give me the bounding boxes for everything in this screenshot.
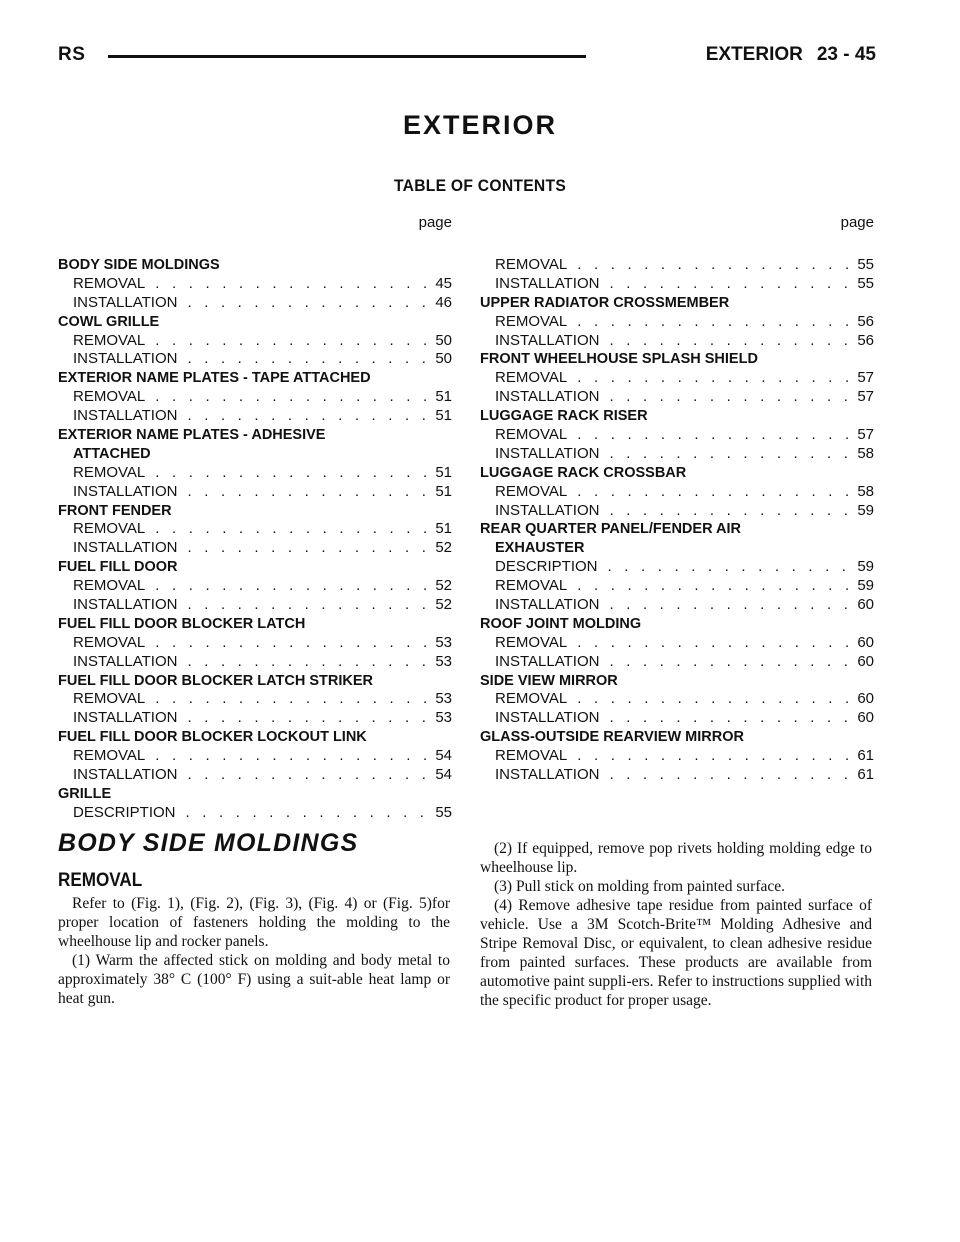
toc-entry-label: INSTALLATION (495, 331, 600, 349)
toc-entry (58, 577, 452, 596)
toc-entry (58, 804, 452, 823)
toc-entry-page: 57 (857, 369, 874, 387)
toc-column-left (58, 214, 452, 823)
toc-entry-label: REMOVAL (495, 690, 568, 708)
toc-entry (480, 558, 874, 577)
toc-leader-dots (609, 596, 853, 615)
page-header (58, 44, 876, 74)
toc-entry-label: INSTALLATION (495, 444, 600, 462)
toc-entry (58, 332, 452, 351)
toc-entry-label: REMOVAL (73, 690, 146, 708)
body-paragraph: (4) Remove adhesive tape residue from painted surface of vehicle. Use a 3M Scotch-Brite™ Molding Adhesive and Stripe Removal Disc, or equivalent, to clean adhesive residue from painted surfaces. These products are available from automotive paint suppli-ers. Refer to instructions supplied with the specific product for proper usage. (480, 897, 872, 1009)
toc-entry (58, 596, 452, 615)
toc-entry (58, 483, 452, 502)
toc-entry (58, 634, 452, 653)
toc-leader-dots (155, 520, 431, 539)
toc-entry (58, 294, 452, 313)
body-paragraph: (1) Warm the affected stick on molding and body metal to approximately 38° C (100° F) using a suit-able heat lamp or heat gun. (58, 952, 450, 1007)
toc-entry-label: INSTALLATION (495, 766, 600, 784)
toc-section-heading: LUGGAGE RACK RISER (480, 408, 648, 425)
header-section-name: EXTERIOR (705, 44, 803, 65)
toc-entry-page: 45 (435, 274, 452, 292)
toc-leader-dots (155, 275, 431, 294)
toc-entry (58, 350, 452, 369)
toc-entry-label: INSTALLATION (495, 652, 600, 670)
toc-leader-dots (609, 275, 853, 294)
toc-leader-dots (577, 313, 853, 332)
toc-section-heading: FUEL FILL DOOR (58, 559, 178, 576)
toc-section-heading: FRONT FENDER (58, 502, 172, 519)
body-paragraph: (2) If equipped, remove pop rivets holding molding edge to wheelhouse lip. (480, 840, 872, 876)
toc-entry (58, 539, 452, 558)
toc-leader-dots (609, 653, 853, 672)
toc-leader-dots (187, 483, 431, 502)
toc-section-heading: GRILLE (58, 785, 112, 802)
toc-section-heading: BODY SIDE MOLDINGS (58, 257, 220, 273)
toc-section-heading-continued: ATTACHED (73, 445, 151, 462)
toc-entry (58, 653, 452, 672)
toc-entry (480, 502, 874, 521)
header-page-number: 23 - 45 (816, 44, 876, 65)
toc-entry-page: 60 (857, 690, 874, 708)
toc-leader-dots (609, 502, 853, 521)
toc-entry-label: INSTALLATION (73, 709, 178, 727)
toc-entry-label: REMOVAL (73, 388, 146, 406)
toc-entry-label: INSTALLATION (73, 293, 178, 311)
toc-entry-label: REMOVAL (73, 463, 146, 481)
toc-entry-label: INSTALLATION (495, 596, 600, 614)
toc-entry-page: 56 (857, 331, 874, 349)
toc-entry-page: 60 (857, 633, 874, 651)
toc-section-heading: FUEL FILL DOOR BLOCKER LOCKOUT LINK (58, 729, 367, 746)
toc-entry-label: REMOVAL (73, 633, 146, 651)
toc-entry-label: DESCRIPTION (495, 558, 598, 576)
toc-leader-dots (609, 709, 853, 728)
toc-section-heading: SIDE VIEW MIRROR (480, 672, 618, 689)
toc-title: TABLE OF CONTENTS (393, 176, 567, 195)
toc-section-heading: FUEL FILL DOOR BLOCKER LATCH (58, 615, 306, 632)
toc-entry-label: REMOVAL (495, 369, 568, 387)
toc-entry-page: 55 (435, 803, 452, 821)
toc-section-heading: UPPER RADIATOR CROSSMEMBER (480, 294, 730, 311)
toc-entry-label: INSTALLATION (73, 766, 178, 784)
toc-entry-label: REMOVAL (73, 274, 146, 292)
toc-section-heading: LUGGAGE RACK CROSSBAR (480, 464, 687, 481)
toc-leader-dots (155, 464, 431, 483)
toc-entry-page: 53 (435, 690, 452, 708)
toc-entry (480, 747, 874, 766)
toc-entry-page: 59 (857, 577, 874, 595)
toc-leader-dots (187, 653, 431, 672)
toc-leader-dots (187, 294, 431, 313)
toc-section-heading: EXTERIOR NAME PLATES - ADHESIVE (58, 427, 326, 444)
toc-entry-page: 59 (857, 558, 874, 576)
toc-leader-dots (577, 577, 853, 596)
toc-entry (480, 332, 874, 351)
toc-entry-page: 53 (435, 709, 452, 727)
toc-leader-dots (577, 747, 853, 766)
page-title: EXTERIOR (402, 110, 558, 140)
toc-entry-page: 60 (857, 652, 874, 670)
toc-entry-page: 58 (857, 444, 874, 462)
toc-leader-dots (577, 634, 853, 653)
toc-leader-dots (187, 539, 431, 558)
toc-entry-page: 54 (435, 747, 452, 765)
toc-entry (480, 653, 874, 672)
toc-entry (480, 766, 874, 785)
toc-entry-page: 51 (435, 520, 452, 538)
toc-entry-page: 55 (857, 256, 874, 273)
toc-leader-dots (609, 445, 853, 464)
toc-leader-dots (155, 577, 431, 596)
toc-section-heading: REAR QUARTER PANEL/FENDER AIR (480, 521, 742, 538)
toc-leader-dots (155, 690, 431, 709)
toc-entry-page: 52 (435, 577, 452, 595)
toc-entry (480, 313, 874, 332)
toc-entry (58, 747, 452, 766)
toc-section-heading-continued: EXHAUSTER (495, 540, 585, 557)
toc-leader-dots (609, 766, 853, 785)
toc-entry-page: 56 (857, 312, 874, 330)
toc-entry-page: 61 (857, 766, 874, 784)
toc-entry-page: 50 (435, 350, 452, 368)
toc-entry (480, 634, 874, 653)
toc-entry-page: 51 (435, 388, 452, 406)
toc-leader-dots (187, 350, 431, 369)
toc-entry-page: 61 (857, 747, 874, 765)
toc-entry-label: REMOVAL (73, 331, 146, 349)
toc-leader-dots (609, 388, 853, 407)
toc-entry-label: REMOVAL (495, 256, 568, 273)
subsection-title: REMOVAL (58, 870, 143, 891)
toc-leader-dots (577, 690, 853, 709)
toc-leader-dots (609, 332, 853, 351)
toc-entry (480, 690, 874, 709)
toc-entry-label: REMOVAL (73, 747, 146, 765)
toc-leader-dots (187, 596, 431, 615)
toc-entry-page: 51 (435, 482, 452, 500)
toc-entry-label: INSTALLATION (73, 407, 178, 425)
toc-leader-dots (577, 369, 853, 388)
toc-entry-page: 55 (857, 274, 874, 292)
toc-entry (58, 388, 452, 407)
toc-entry (58, 464, 452, 483)
toc-entry-label: INSTALLATION (495, 501, 600, 519)
toc-entry (58, 275, 452, 294)
body-column-left (58, 829, 450, 1008)
toc-column-right (480, 214, 874, 785)
toc-entry-label: DESCRIPTION (73, 803, 176, 821)
toc-entry-label: REMOVAL (73, 520, 146, 538)
toc-entry-label: INSTALLATION (73, 482, 178, 500)
toc-entry-page: 54 (435, 766, 452, 784)
toc-entry (58, 520, 452, 539)
toc-entry-label: INSTALLATION (495, 709, 600, 727)
toc-entry-page: 58 (857, 482, 874, 500)
toc-entry-page: 50 (435, 331, 452, 349)
toc-section-heading: GLASS-OUTSIDE REARVIEW MIRROR (480, 729, 744, 746)
toc-entry (480, 483, 874, 502)
toc-section-heading: FUEL FILL DOOR BLOCKER LATCH STRIKER (58, 672, 373, 689)
toc-entry-page: 57 (857, 388, 874, 406)
header-rule (108, 55, 586, 58)
toc-entry (58, 407, 452, 426)
toc-entry-page: 52 (435, 596, 452, 614)
toc-entry-page: 53 (435, 633, 452, 651)
toc-entry (480, 577, 874, 596)
toc-entry-label: INSTALLATION (73, 350, 178, 368)
toc-entry-label: INSTALLATION (495, 274, 600, 292)
toc-entry (480, 256, 874, 275)
toc-page-label-right: page (840, 214, 874, 231)
toc-section-heading: FRONT WHEELHOUSE SPLASH SHIELD (480, 351, 758, 368)
toc-leader-dots (186, 804, 432, 823)
toc-entry-label: REMOVAL (495, 747, 568, 765)
toc-entry-label: REMOVAL (495, 577, 568, 595)
toc-entry (58, 690, 452, 709)
toc-leader-dots (155, 388, 431, 407)
toc-entry (480, 275, 874, 294)
toc-entry (58, 766, 452, 785)
toc-entry-label: INSTALLATION (495, 388, 600, 406)
toc-entry-label: REMOVAL (495, 633, 568, 651)
toc-leader-dots (155, 747, 431, 766)
toc-section-heading: COWL GRILLE (58, 313, 160, 330)
toc-entry (480, 709, 874, 728)
toc-section-heading: EXTERIOR NAME PLATES - TAPE ATTACHED (58, 370, 371, 387)
toc-leader-dots (577, 483, 853, 502)
toc-page-label-left: page (418, 214, 452, 231)
toc-section-heading: ROOF JOINT MOLDING (480, 615, 642, 632)
toc-entry-page: 57 (857, 426, 874, 444)
toc-leader-dots (577, 426, 853, 445)
toc-entry (480, 426, 874, 445)
toc-entry-label: INSTALLATION (73, 596, 178, 614)
header-model-code: RS (58, 44, 86, 65)
body-column-right (480, 839, 872, 1010)
toc-entry-label: REMOVAL (495, 482, 568, 500)
toc-leader-dots (155, 332, 431, 351)
header-right (706, 44, 876, 66)
body-paragraph: Refer to (Fig. 1), (Fig. 2), (Fig. 3), (Fig. 4) or (Fig. 5)for proper location of fasteners holding the molding to the wheelhouse lip and rocker panels. (58, 895, 450, 950)
section-title: BODY SIDE MOLDINGS (58, 829, 359, 857)
toc-entry-page: 52 (435, 539, 452, 557)
toc-entry (480, 596, 874, 615)
toc-entry-label: REMOVAL (495, 426, 568, 444)
toc-entry-page: 51 (435, 463, 452, 481)
toc-entry-label: INSTALLATION (73, 539, 178, 557)
toc-entry-page: 60 (857, 596, 874, 614)
toc-entry-page: 59 (857, 501, 874, 519)
toc-entry-page: 53 (435, 652, 452, 670)
toc-list-left (58, 256, 452, 823)
toc-leader-dots (187, 709, 431, 728)
toc-entry-page: 46 (435, 293, 452, 311)
toc-entry (480, 445, 874, 464)
toc-entry (480, 388, 874, 407)
toc-list-right (480, 256, 874, 785)
toc-leader-dots (187, 407, 431, 426)
toc-entry-label: REMOVAL (73, 577, 146, 595)
toc-entry (480, 369, 874, 388)
body-paragraph: (3) Pull stick on molding from painted surface. (494, 878, 785, 895)
toc-entry (58, 709, 452, 728)
toc-entry-page: 51 (435, 407, 452, 425)
toc-leader-dots (608, 558, 854, 577)
toc-entry-page: 60 (857, 709, 874, 727)
toc-entry-label: REMOVAL (495, 312, 568, 330)
toc-entry-label: INSTALLATION (73, 652, 178, 670)
toc-leader-dots (187, 766, 431, 785)
toc-leader-dots (155, 634, 431, 653)
toc-leader-dots (577, 256, 853, 275)
